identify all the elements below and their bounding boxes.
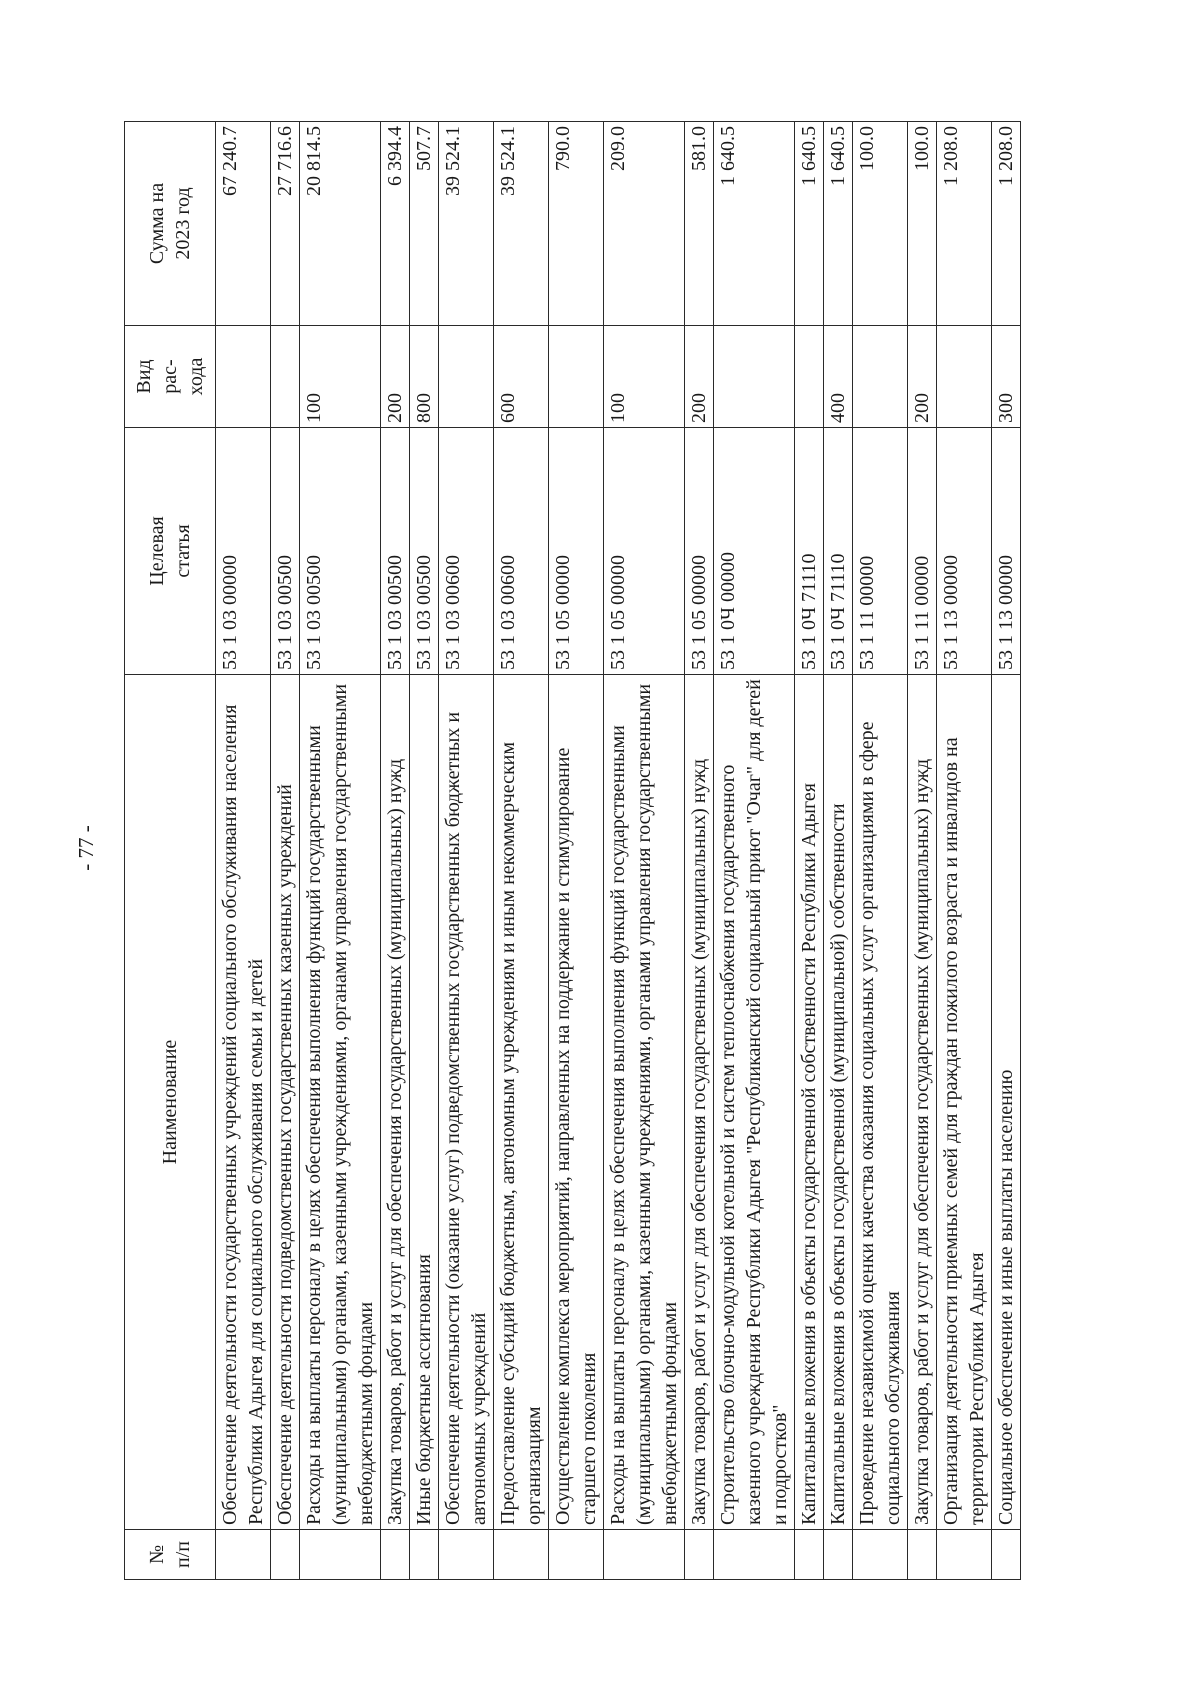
cell-sum: 1 640.5 [714, 122, 795, 326]
cell-code: 53 1 0Ч 00000 [714, 428, 795, 675]
cell-name: Расходы на выплаты персоналу в целях обеспечения выполнения функций государственными (муниципальными) органами, казенными учреждениями, органами управления государственными внебюджетными фондами [300, 675, 381, 1530]
cell-num [937, 1530, 992, 1580]
cell-name: Предоставление субсидий бюджетным, автономным учреждениям и иным некоммерческим организациям [494, 675, 549, 1530]
cell-name: Расходы на выплаты персоналу в целях обеспечения выполнения функций государственными (муниципальными) органами, казенными учреждениями, органами управления государственными внебюджетными фондами [604, 675, 685, 1530]
cell-sum: 790.0 [549, 122, 604, 326]
cell-code: 53 1 03 00000 [216, 428, 271, 675]
cell-code: 53 1 03 00500 [410, 428, 439, 675]
cell-name: Капитальные вложения в объекты государственной (муниципальной) собственности [824, 675, 853, 1530]
cell-sum: 1 640.5 [795, 122, 824, 326]
cell-name: Закупка товаров, работ и услуг для обеспечения государственных (муниципальных) нужд [381, 675, 410, 1530]
cell-kind [853, 326, 908, 428]
cell-sum: 1 208.0 [937, 122, 992, 326]
cell-sum: 27 716.6 [271, 122, 300, 326]
header-name: Наименование [125, 675, 216, 1530]
cell-kind: 200 [685, 326, 714, 428]
cell-name: Обеспечение деятельности государственных учреждений социального обслуживания населения Республики Адыгея для социального обслуживания семьи и детей [216, 675, 271, 1530]
header-num-line: № [146, 1544, 168, 1565]
cell-sum: 1 208.0 [992, 122, 1021, 326]
cell-sum: 39 524.1 [439, 122, 494, 326]
cell-num [216, 1530, 271, 1580]
table-row [714, 122, 795, 1580]
cell-name: Закупка товаров, работ и услуг для обеспечения государственных (муниципальных) нужд [685, 675, 714, 1530]
page-number: - 77 - [74, 825, 98, 871]
cell-name: Обеспечение деятельности подведомственных государственных казенных учреждений [271, 675, 300, 1530]
cell-kind [714, 326, 795, 428]
table-row [494, 122, 549, 1580]
cell-code: 53 1 11 00000 [853, 428, 908, 675]
table-row [300, 122, 381, 1580]
header-num-line: п/п [172, 1541, 194, 1568]
table-row [604, 122, 685, 1580]
cell-kind: 300 [992, 326, 1021, 428]
header-expense-type [125, 326, 216, 428]
cell-num [714, 1530, 795, 1580]
cell-kind: 100 [604, 326, 685, 428]
cell-sum: 100.0 [853, 122, 908, 326]
cell-code: 53 1 05 00000 [685, 428, 714, 675]
table-row [549, 122, 604, 1580]
cell-num [494, 1530, 549, 1580]
cell-num [824, 1530, 853, 1580]
cell-name: Закупка товаров, работ и услуг для обеспечения государственных (муниципальных) нужд [908, 675, 937, 1530]
cell-num [992, 1530, 1021, 1580]
cell-kind: 100 [300, 326, 381, 428]
header-sum-line: Сумма на [146, 182, 168, 265]
cell-kind [937, 326, 992, 428]
table-row [937, 122, 992, 1580]
cell-name: Осуществление комплекса мероприятий, направленных на поддержание и стимулирование старшего поколения [549, 675, 604, 1530]
cell-name: Проведение независимой оценки качества оказания социальных услуг организациями в сфере социального обслуживания [853, 675, 908, 1530]
cell-code: 53 1 13 00000 [992, 428, 1021, 675]
cell-name: Иные бюджетные ассигнования [410, 675, 439, 1530]
cell-sum: 209.0 [604, 122, 685, 326]
header-kind-line: хода [185, 357, 207, 396]
cell-kind: 800 [410, 326, 439, 428]
cell-kind: 400 [824, 326, 853, 428]
cell-num [381, 1530, 410, 1580]
table-row [271, 122, 300, 1580]
table-row [685, 122, 714, 1580]
cell-code: 53 1 03 00600 [494, 428, 549, 675]
table-row [381, 122, 410, 1580]
cell-kind [795, 326, 824, 428]
cell-code: 53 1 03 00500 [271, 428, 300, 675]
cell-kind [216, 326, 271, 428]
cell-num [300, 1530, 381, 1580]
cell-sum: 6 394.4 [381, 122, 410, 326]
cell-num [439, 1530, 494, 1580]
table-row [853, 122, 908, 1580]
cell-sum: 67 240.7 [216, 122, 271, 326]
cell-name: Капитальные вложения в объекты государственной собственности Республики Адыгея [795, 675, 824, 1530]
cell-code: 53 1 03 00500 [381, 428, 410, 675]
cell-num [410, 1530, 439, 1580]
header-target-article [125, 428, 216, 675]
cell-kind: 600 [494, 326, 549, 428]
cell-name: Строительство блочно-модульной котельной и систем теплоснабжения государственного казенного учреждения Республики Адыгея "Республиканский социальный приют "Очаг" для детей и подростков" [714, 675, 795, 1530]
cell-sum: 507.7 [410, 122, 439, 326]
header-num [125, 1530, 216, 1580]
header-code-line: Целевая [146, 516, 168, 586]
cell-name: Социальное обеспечение и иные выплаты населению [992, 675, 1021, 1530]
cell-sum: 1 640.5 [824, 122, 853, 326]
header-kind-line: Вид [133, 359, 155, 394]
table-row [824, 122, 853, 1580]
cell-num [549, 1530, 604, 1580]
cell-kind [439, 326, 494, 428]
cell-code: 53 1 13 00000 [937, 428, 992, 675]
cell-code: 53 1 0Ч 71110 [795, 428, 824, 675]
table-row [410, 122, 439, 1580]
cell-sum: 20 814.5 [300, 122, 381, 326]
cell-num [795, 1530, 824, 1580]
cell-kind: 200 [908, 326, 937, 428]
table-body [216, 122, 1021, 1580]
cell-name: Обеспечение деятельности (оказание услуг) подведомственных государственных бюджетных и автономных учреждений [439, 675, 494, 1530]
cell-code: 53 1 0Ч 71110 [824, 428, 853, 675]
cell-code: 53 1 11 00000 [908, 428, 937, 675]
budget-table [124, 121, 1021, 1580]
cell-num [853, 1530, 908, 1580]
cell-num [604, 1530, 685, 1580]
cell-num [685, 1530, 714, 1580]
table-row [795, 122, 824, 1580]
cell-num [908, 1530, 937, 1580]
cell-code: 53 1 05 00000 [604, 428, 685, 675]
cell-name: Организация деятельности приемных семей для граждан пожилого возраста и инвалидов на территории Республики Адыгея [937, 675, 992, 1530]
budget-table-container [124, 122, 1079, 1580]
cell-code: 53 1 03 00600 [439, 428, 494, 675]
header-kind-line: рас- [159, 359, 181, 394]
cell-sum: 39 524.1 [494, 122, 549, 326]
header-sum-2023 [125, 122, 216, 326]
header-code-line: статья [172, 524, 194, 578]
cell-kind [271, 326, 300, 428]
cell-num [271, 1530, 300, 1580]
cell-sum: 581.0 [685, 122, 714, 326]
cell-sum: 100.0 [908, 122, 937, 326]
table-row [439, 122, 494, 1580]
cell-kind: 200 [381, 326, 410, 428]
table-header-row [125, 122, 216, 1580]
cell-code: 53 1 03 00500 [300, 428, 381, 675]
cell-code: 53 1 05 00000 [549, 428, 604, 675]
table-row [216, 122, 271, 1580]
cell-kind [549, 326, 604, 428]
table-row [992, 122, 1021, 1580]
header-sum-line: 2023 год [172, 187, 194, 260]
table-row [908, 122, 937, 1580]
